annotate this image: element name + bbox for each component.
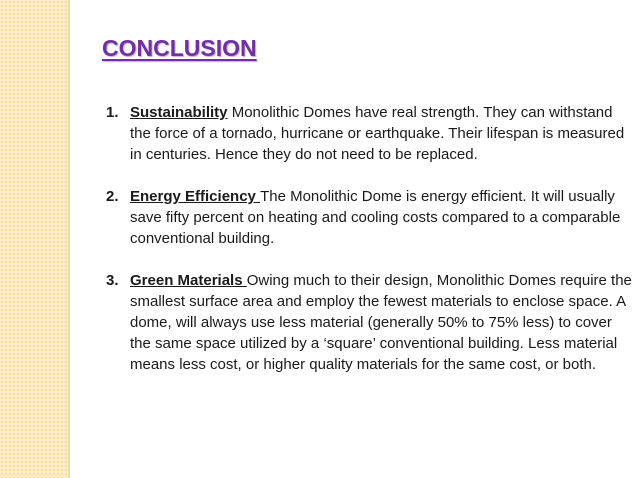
list-item-term: Sustainability — [130, 104, 228, 121]
list-item-term: Green Materials — [130, 272, 247, 289]
slide-title: CONCLUSION — [102, 35, 257, 61]
decorative-side-strip — [0, 0, 68, 478]
list-number: 2. — [106, 188, 119, 205]
list-item-green-materials — [106, 270, 634, 375]
conclusion-list — [106, 102, 634, 396]
list-item-text: Monolithic Domes have real strength. They can withstand the force of a tornado, hurricane or earthquake. Their lifespan is measured in centuries. Hence they do not need to be replaced. — [130, 104, 625, 163]
list-item-text: Owing much to their design, Monolithic Domes require the smallest surface area and employ the fewest materials to enclose space. A dome, will always use less material (generally 50% to 75% less) to cover the same space utilized by a ‘square’ conventional building. Less material means less cost, or higher quality materials for the same cost, or both. — [130, 272, 632, 373]
side-strip-edge — [68, 0, 70, 478]
list-item-sustainability — [106, 102, 634, 165]
list-item-body — [130, 270, 634, 375]
list-item-energy-efficiency — [106, 186, 634, 249]
list-number: 3. — [106, 272, 119, 289]
list-item-body — [130, 102, 634, 165]
list-item-text: The Monolithic Dome is energy efficient. It will usually save fifty percent on heating and cooling costs compared to a comparable conventional building. — [130, 188, 621, 247]
list-number: 1. — [106, 104, 119, 121]
list-item-term: Energy Efficiency — [130, 188, 261, 205]
list-item-body — [130, 186, 634, 249]
